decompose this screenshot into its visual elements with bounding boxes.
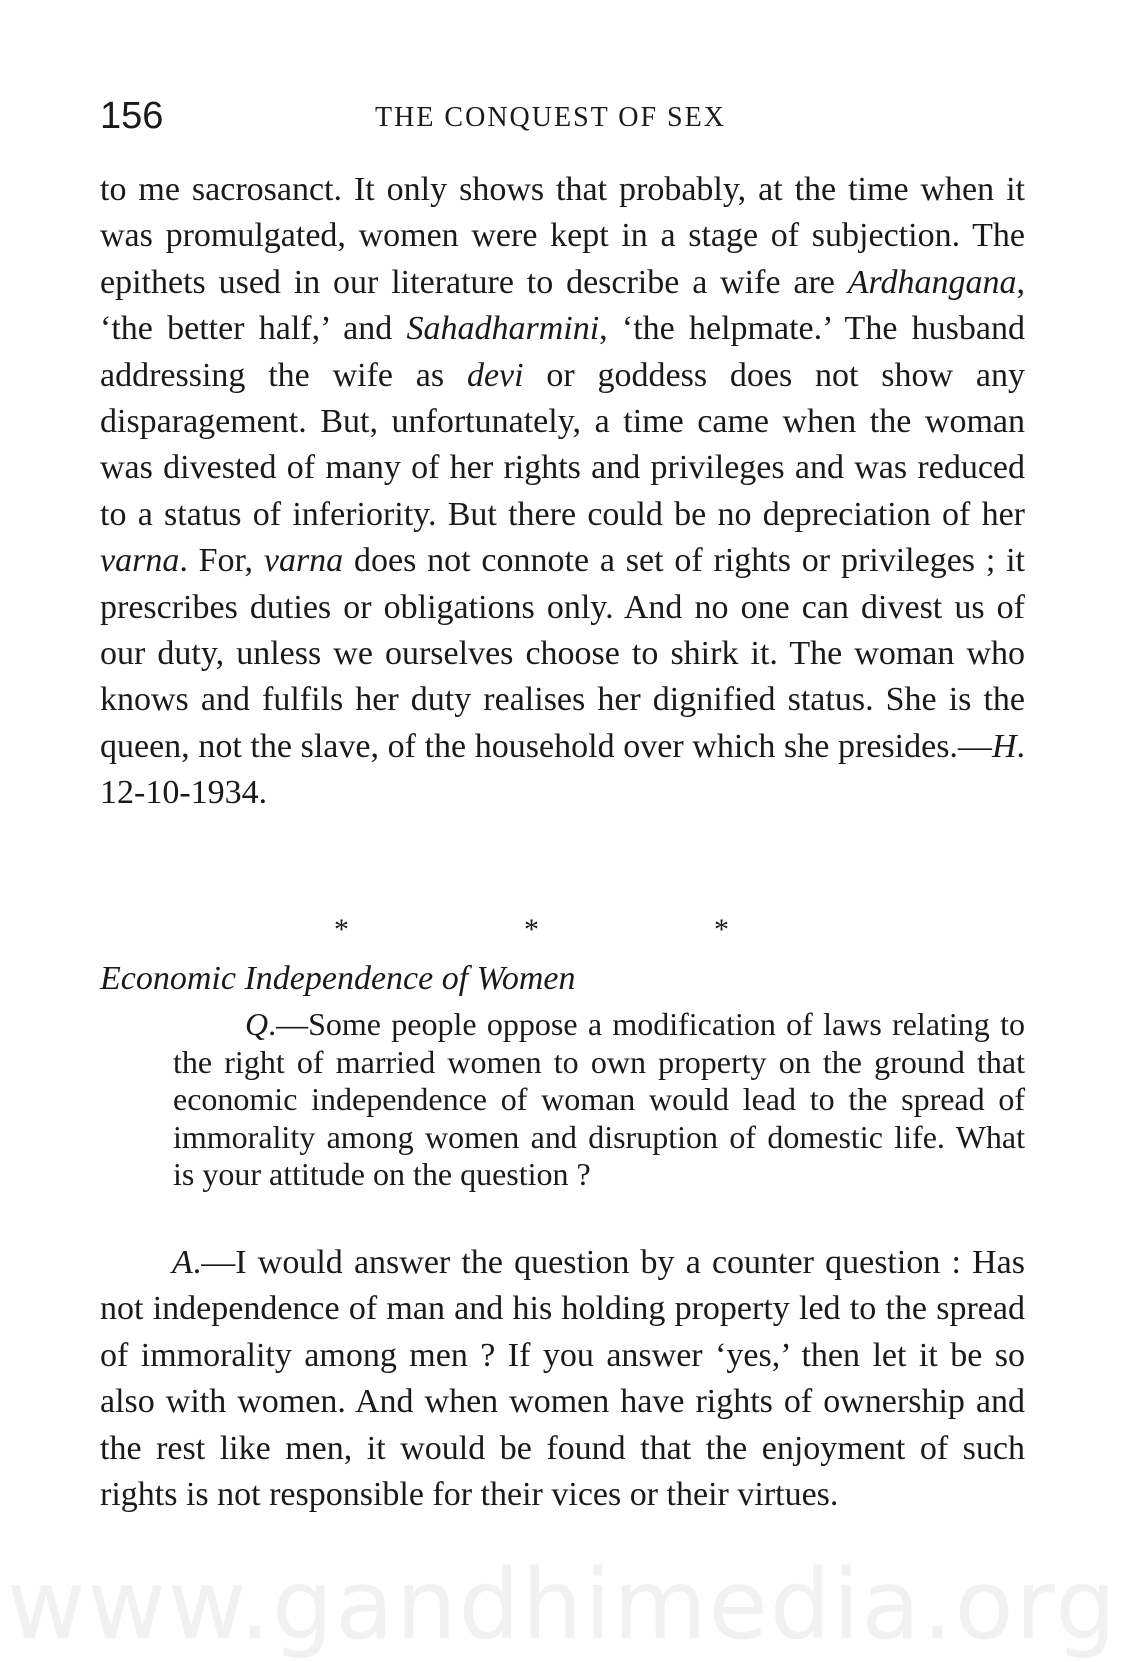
question-paragraph bbox=[173, 1006, 1025, 1194]
text-run: . For, bbox=[179, 542, 264, 580]
answer-text: .—I would answer the question by a counter question : Has not independence of man and his holding property led to the spread of immorality among men ? If you answer ‘yes,’ then let it be so also with women. And when women have rights of ownership and the rest like men, it would be found that the enjoyment of such rights is not responsible for their vices or their virtues. bbox=[100, 1244, 1025, 1514]
question-marker: Q bbox=[245, 1006, 269, 1042]
italic-term-ardhangana: Ardhangana bbox=[847, 263, 1017, 301]
text-run: to me sacrosanct. It only shows that probably, at the time when it was promulgated, women were kept in a stage of subjection. The epithets used in our literature to describe a wife are bbox=[100, 171, 1025, 301]
italic-term-varna: varna bbox=[263, 542, 344, 580]
italic-term-varna: varna bbox=[100, 542, 180, 580]
text-run: or goddess does not show any disparagement. But, unfortunately, a time came when the woman was divested of many of her rights and privileges and was reduced to a status of inferiority. But there could be no depreciation of her bbox=[100, 356, 1025, 533]
running-head bbox=[100, 92, 1025, 140]
answer-marker: A bbox=[172, 1244, 193, 1281]
text-run: does not connote a set of rights or privileges ; it prescribes duties or obligations only. And no one can divest us of our duty, unless we ourselves choose to shirk it. The woman who knows and fulfils her duty realises her dignified status. She is the queen, not the slave, of the household over which she presides.— bbox=[100, 542, 1026, 765]
watermark: www.gandhimedia.org bbox=[6, 1549, 1119, 1661]
running-title: THE CONQUEST OF SEX bbox=[375, 102, 726, 133]
question-text: .—Some people oppose a modification of laws relating to the right of married women to own property on the ground that economic independence of woman would lead to the spread of immorality among women and disruption of domestic life. What is your attitude on the question ? bbox=[173, 1006, 1025, 1192]
answer-marker-wrap bbox=[172, 1244, 193, 1281]
separator-star: * bbox=[524, 913, 539, 946]
separator-star: * bbox=[714, 913, 729, 946]
italic-term-sahadharmini: Sahadharmini bbox=[406, 310, 600, 348]
body-paragraph bbox=[100, 167, 1025, 817]
text-run: , ‘the better half,’ and bbox=[100, 263, 1025, 348]
section-separator bbox=[100, 910, 1025, 950]
italic-term-devi: devi bbox=[466, 356, 524, 394]
italic-source-initial: H bbox=[991, 727, 1017, 765]
question-marker-wrap bbox=[245, 1006, 268, 1042]
answer-paragraph bbox=[100, 1240, 1025, 1518]
separator-star: * bbox=[334, 913, 349, 946]
text-run: , ‘the helpmate.’ The husband addressing the wife as bbox=[100, 310, 1025, 394]
source-date: . 12-10-1934. bbox=[100, 727, 1025, 812]
page-number: 156 bbox=[100, 95, 164, 137]
section-heading: Economic Independence of Women bbox=[100, 960, 576, 997]
